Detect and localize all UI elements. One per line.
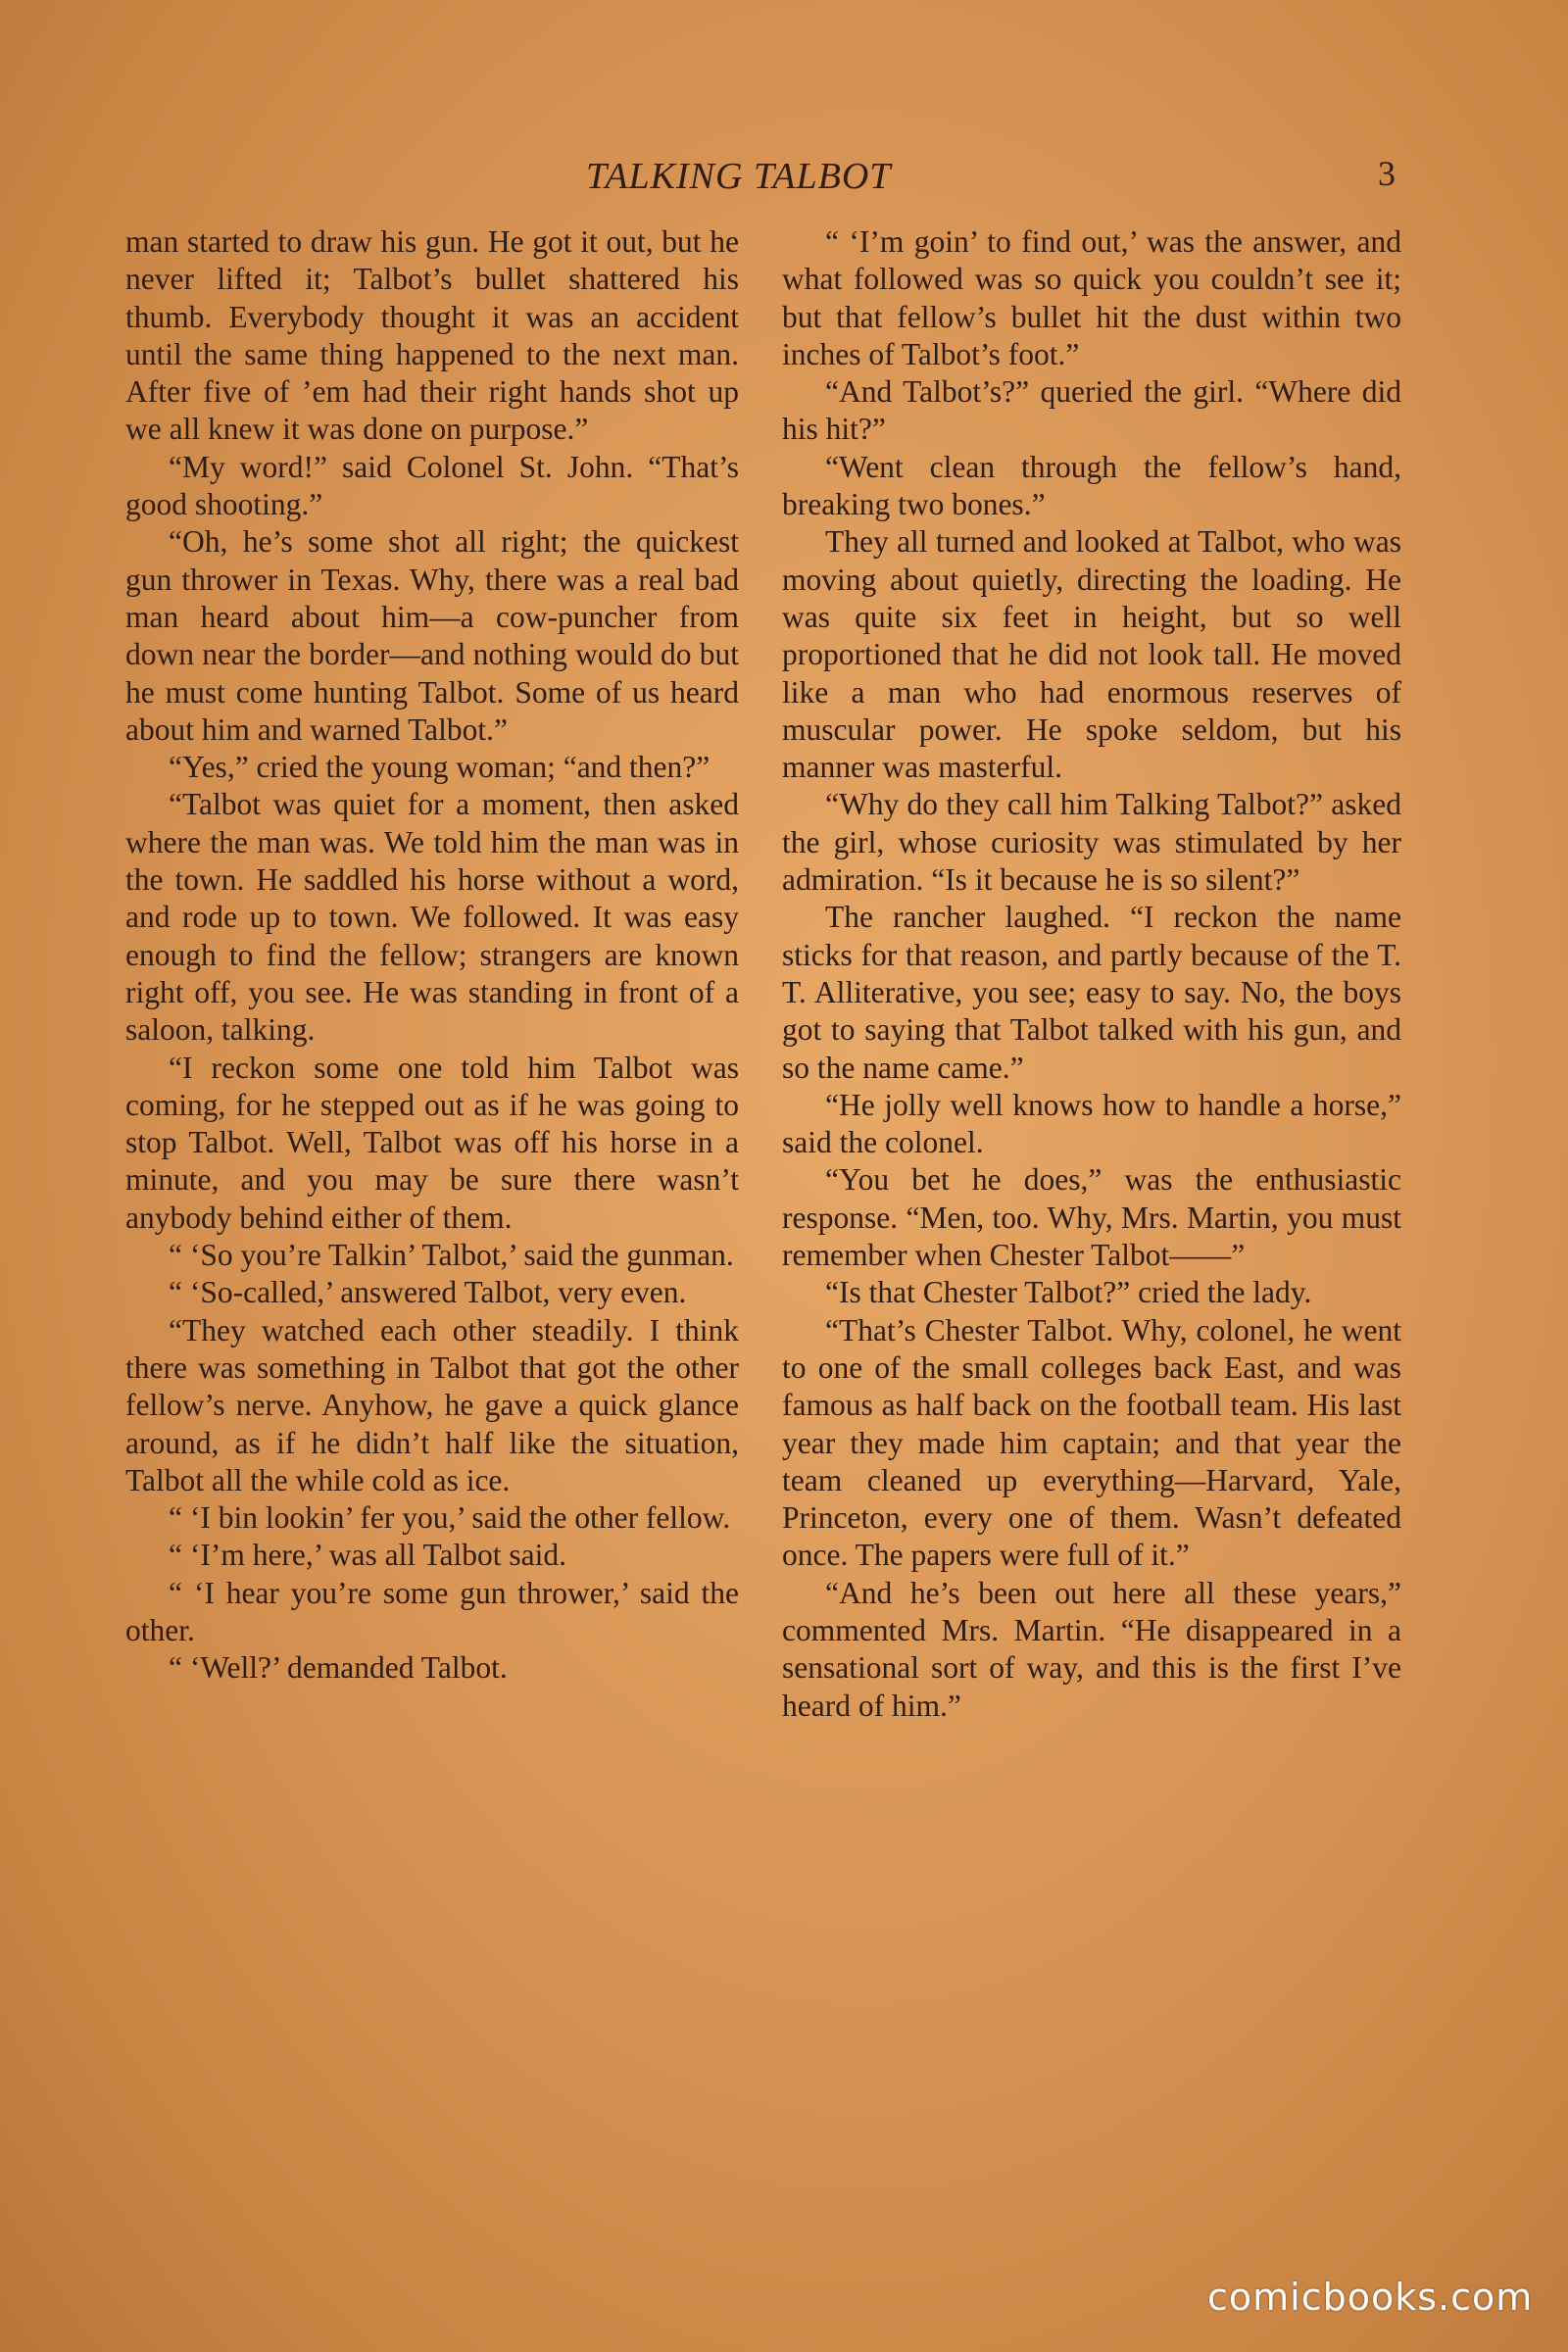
paragraph: “ ‘Well?’ demanded Talbot. [169, 1650, 508, 1686]
paragraph: “ ‘I hear you’re some gun thrower,’ said the other. [125, 1575, 739, 1647]
paragraph: The rancher laughed. “I reckon the name sticks for that reason, and partly because of the T. T. Alliterative, you see; easy to say. No, the boys got to saying that Talbot talked with his gun, and so the name came.” [782, 900, 1401, 1085]
paragraph: “They watched each other steadily. I think there was something in Talbot that got the other fellow’s nerve. Anyhow, he gave a quick glance around, as if he didn’t half like the situation, Talbot all the while cold as ice. [125, 1312, 739, 1497]
paragraph: “ ‘I’m goin’ to find out,’ was the answer, and what followed was so quick you couldn’t see it; but that fellow’s bullet hit the dust within two inches of Talbot’s foot.” [782, 224, 1401, 371]
paragraph: “You bet he does,” was the enthusiastic response. “Men, too. Why, Mrs. Martin, you must remember when Chester Talbot——” [782, 1162, 1401, 1273]
paragraph: “Yes,” cried the young woman; “and then?” [169, 750, 710, 785]
page-header [0, 147, 1568, 206]
paragraph: “And Talbot’s?” queried the girl. “Where did his hit?” [782, 374, 1401, 447]
right-text-column [782, 223, 1401, 1725]
paragraph: They all turned and looked at Talbot, who was moving about quietly, directing the loading. He was quite six feet in height, but so well proportioned that he did not look tall. He moved like a man who had enormous reserves of muscular power. He spoke seldom, but his manner was masterful. [782, 524, 1401, 785]
paragraph: “I reckon some one told him Talbot was coming, for he stepped out as if he was going to stop Talbot. Well, Talbot was off his horse in a minute, and you may be sure there wasn’t anybody behind either of them. [125, 1050, 739, 1235]
paragraph: man started to draw his gun. He got it out, but he never lifted it; Talbot’s bullet shattered his thumb. Everybody thought it was an accident until the same thing happened to the next man. After five of ’em had their right hands shot up we all knew it was done on purpose.” [125, 224, 739, 447]
running-title: TALKING TALBOT [586, 156, 892, 197]
paragraph: “That’s Chester Talbot. Why, colonel, he went to one of the small colleges back East, and was famous as half back on the football team. His last year they made him captain; and that year the team cleaned up everything—Harvard, Yale, Princeton, every one of them. Wasn’t defeated once. The papers were full of it.” [782, 1312, 1401, 1573]
page-number: 3 [1378, 154, 1396, 193]
paragraph: “Why do they call him Talking Talbot?” asked the girl, whose curiosity was stimulated by her admiration. “Is it because he is so silent?” [782, 787, 1401, 898]
paragraph: “ ‘So you’re Talkin’ Talbot,’ said the gunman. [169, 1238, 734, 1273]
paragraph: “ ‘I’m here,’ was all Talbot said. [169, 1538, 566, 1573]
watermark: comicbooks.com [1207, 2276, 1534, 2319]
paragraph: “My word!” said Colonel St. John. “That’s good shooting.” [125, 449, 739, 522]
paragraph: “Oh, he’s some shot all right; the quickest gun thrower in Texas. Why, there was a real bad man heard about him—a cow-puncher from down near the border—and nothing would do but he must come hunting Talbot. Some of us heard about him and warned Talbot.” [125, 524, 739, 747]
paragraph: “Is that Chester Talbot?” cried the lady. [825, 1275, 1312, 1310]
paragraph: “Talbot was quiet for a moment, then asked where the man was. We told him the man was in the town. He saddled his horse without a word, and rode up to town. We followed. It was easy enough to find the fellow; strangers are known right off, you see. He was standing in front of a saloon, talking. [125, 787, 739, 1048]
paragraph: “ ‘So-called,’ answered Talbot, very even. [169, 1275, 687, 1310]
paragraph: “ ‘I bin lookin’ fer you,’ said the other fellow. [169, 1500, 731, 1536]
paragraph: “Went clean through the fellow’s hand, breaking two bones.” [782, 449, 1401, 522]
left-text-column [125, 223, 739, 1688]
paragraph: “And he’s been out here all these years,” commented Mrs. Martin. “He disappeared in a sensational sort of way, and this is the first I’ve heard of him.” [782, 1575, 1401, 1723]
paragraph: “He jolly well knows how to handle a horse,” said the colonel. [782, 1087, 1401, 1160]
